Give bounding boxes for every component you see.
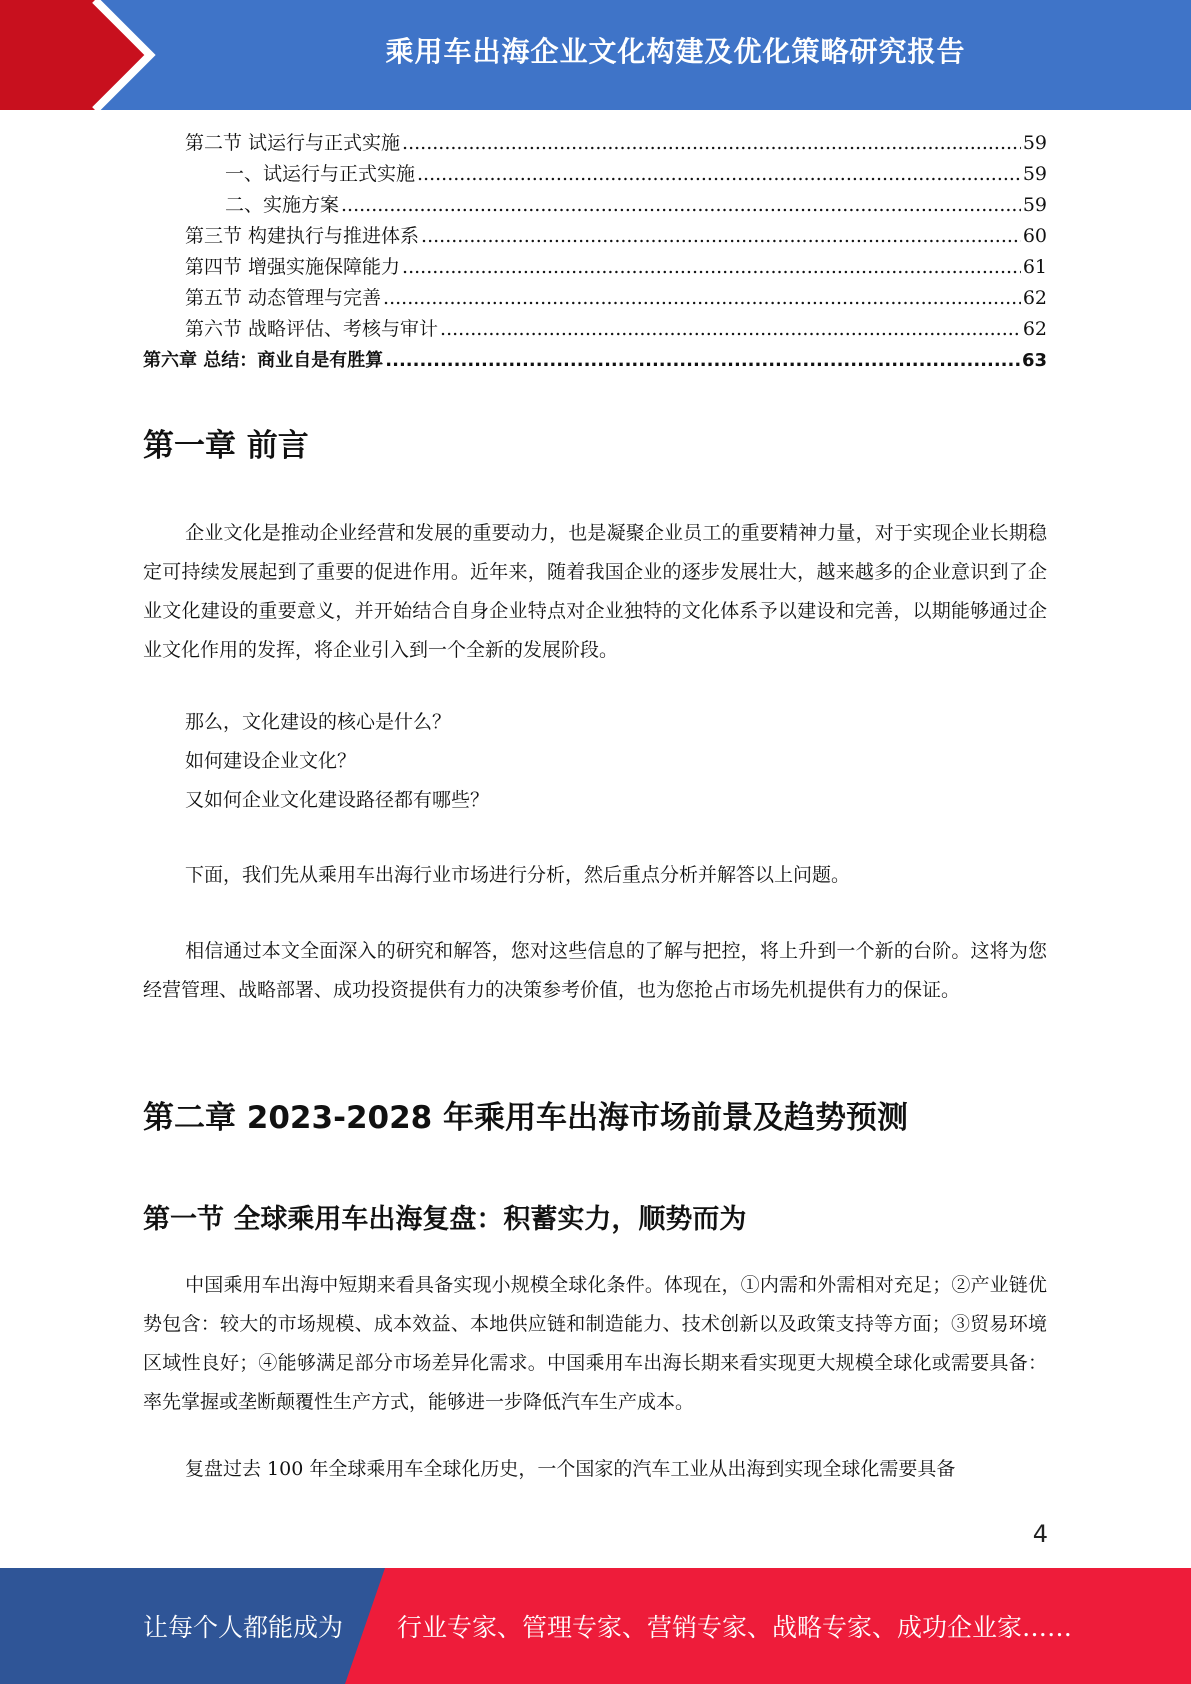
toc-label: 第六节 战略评估、考核与审计 <box>185 318 439 340</box>
footer-slogan-right: 行业专家、管理专家、营销专家、战略专家、成功企业家…… <box>397 1613 1073 1642</box>
toc-leader-dots <box>440 314 1021 345</box>
paragraph-text: 企业文化是推动企业经营和发展的重要动力，也是凝聚企业员工的重要精神力量，对于实现企业长期稳定可持续发展起到了重要的促进作用。近年来，随着我国企业的逐步发展壮大，越来越多的企业意识到了企业文化建设的重要意义，并开始结合自身企业特点对企业独特的文化体系予以建设和完善，以期能够通过企业文化作用的发挥，将企业引入到一个全新的发展阶段。 <box>143 522 1047 661</box>
toc-page: 60 <box>1022 225 1047 247</box>
toc-page: 59 <box>1022 132 1047 154</box>
paragraph-text: 下面，我们先从乘用车出海行业市场进行分析，然后重点分析并解答以上问题。 <box>185 864 851 886</box>
question-3: 又如何企业文化建设路径都有哪些？ <box>185 789 490 811</box>
toc-label: 第四节 增强实施保障能力 <box>185 256 401 278</box>
table-of-contents <box>143 128 1047 376</box>
header-red-chevron <box>0 0 150 110</box>
toc-row[interactable] <box>143 128 1047 159</box>
chapter-2-paragraph-1 <box>143 1266 1047 1422</box>
toc-label: 第六章 总结：商业自是有胜算 <box>143 350 384 371</box>
question-2: 如何建设企业文化？ <box>185 750 357 772</box>
toc-leader-dots <box>402 252 1021 283</box>
chapter-1-paragraph-1 <box>143 514 1047 670</box>
toc-label: 第二节 试运行与正式实施 <box>185 132 401 154</box>
chapter-1-paragraph-2 <box>143 856 1047 895</box>
page-number: 4 <box>1032 1520 1048 1548</box>
toc-page: 61 <box>1022 256 1047 278</box>
header-title: 乘用车出海企业文化构建及优化策略研究报告 <box>385 35 966 68</box>
chapter-1-paragraph-3 <box>143 932 1047 1010</box>
chapter-2-heading: 第二章 2023-2028 年乘用车出海市场前景及趋势预测 <box>143 1100 909 1136</box>
toc-row[interactable] <box>143 314 1047 345</box>
toc-page: 59 <box>1022 163 1047 185</box>
question-1: 那么，文化建设的核心是什么？ <box>185 711 452 733</box>
paragraph-text: 复盘过去 100 年全球乘用车全球化历史，一个国家的汽车工业从出海到实现全球化需要具备 <box>185 1458 956 1480</box>
toc-leader-dots <box>417 159 1021 190</box>
toc-page: 59 <box>1022 194 1047 216</box>
toc-row[interactable] <box>143 221 1047 252</box>
toc-page: 63 <box>1021 350 1047 371</box>
chapter-1-heading: 第一章 前言 <box>143 428 309 464</box>
page-footer-banner <box>0 1568 1191 1684</box>
toc-leader-dots <box>341 190 1021 221</box>
paragraph-text: 中国乘用车出海中短期来看具备实现小规模全球化条件。体现在，①内需和外需相对充足；②产业链优势包含：较大的市场规模、成本效益、本地供应链和制造能力、技术创新以及政策支持等方面；③贸易环境区域性良好；④能够满足部分市场差异化需求。中国乘用车出海长期来看实现更大规模全球化或需要具备：率先掌握或垄断颠覆性生产方式，能够进一步降低汽车生产成本。 <box>143 1274 1047 1413</box>
toc-row-chapter[interactable] <box>143 345 1047 376</box>
toc-leader-dots <box>383 283 1021 314</box>
toc-row[interactable] <box>143 252 1047 283</box>
toc-label: 二、实施方案 <box>225 194 340 216</box>
section-1-heading: 第一节 全球乘用车出海复盘：积蓄实力，顺势而为 <box>143 1204 747 1235</box>
toc-page: 62 <box>1022 287 1047 309</box>
toc-row[interactable] <box>143 283 1047 314</box>
toc-leader-dots <box>421 221 1021 252</box>
toc-leader-dots <box>402 128 1021 159</box>
footer-slogan-left: 让每个人都能成为 <box>143 1613 344 1642</box>
toc-label: 一、试运行与正式实施 <box>225 163 416 185</box>
toc-leader-dots <box>385 345 1020 376</box>
toc-row[interactable] <box>143 159 1047 190</box>
toc-label: 第五节 动态管理与完善 <box>185 287 382 309</box>
toc-label: 第三节 构建执行与推进体系 <box>185 225 420 247</box>
page-header-banner <box>0 0 1191 110</box>
chapter-2-paragraph-2 <box>143 1450 1047 1489</box>
toc-page: 62 <box>1022 318 1047 340</box>
toc-row[interactable] <box>143 190 1047 221</box>
paragraph-text: 相信通过本文全面深入的研究和解答，您对这些信息的了解与把控，将上升到一个新的台阶。这将为您经营管理、战略部署、成功投资提供有力的决策参考价值，也为您抢占市场先机提供有力的保证。 <box>143 940 1047 1001</box>
